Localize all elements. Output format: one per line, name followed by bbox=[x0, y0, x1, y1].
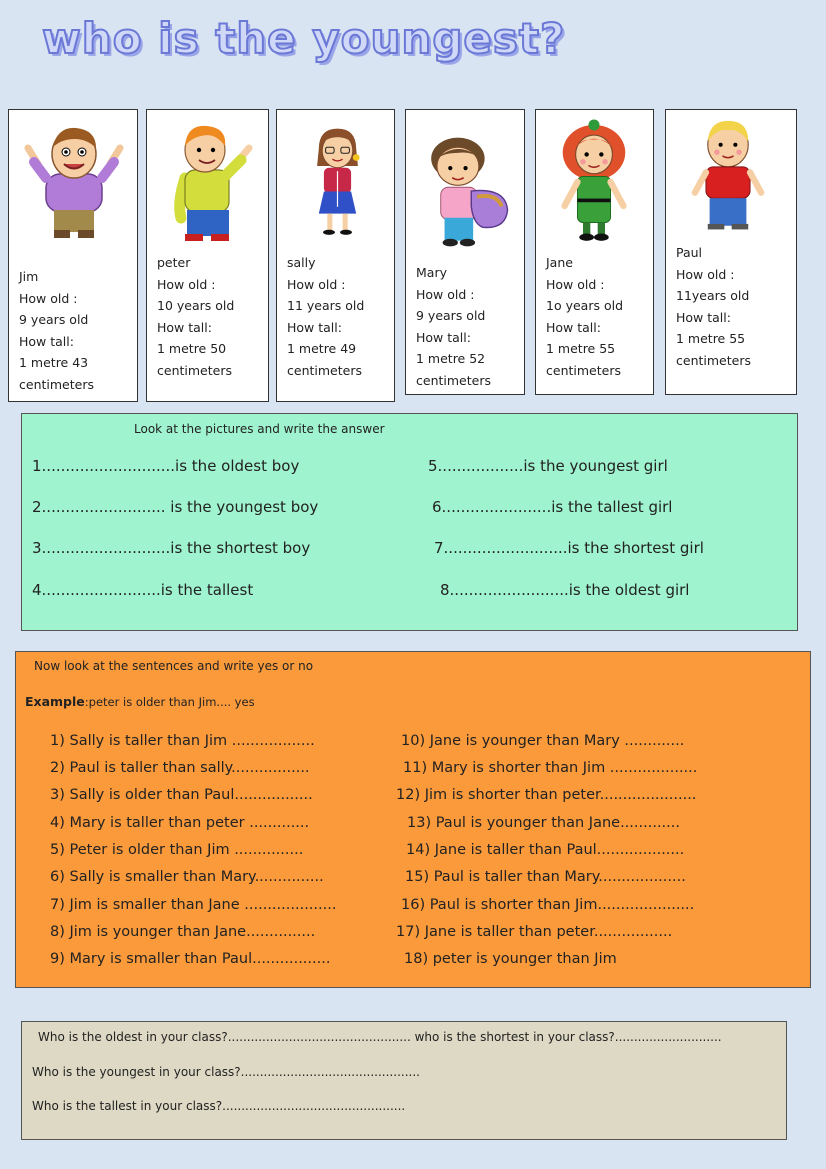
question-8[interactable]: 8.........................is the oldest girl bbox=[440, 581, 690, 599]
question-7[interactable]: 7..........................is the shortest girl bbox=[434, 539, 704, 557]
card-age: 9 years old bbox=[416, 308, 486, 323]
card-name: Paul bbox=[676, 245, 703, 260]
yes-no-exercise-panel bbox=[15, 651, 811, 988]
card-name: sally bbox=[287, 255, 316, 270]
sentence-9[interactable]: 9) Mary is smaller than Paul................. bbox=[50, 951, 331, 967]
card-unit: centimeters bbox=[676, 352, 751, 368]
card-age: 11years old bbox=[676, 288, 750, 303]
pictures-exercise-panel bbox=[21, 413, 798, 631]
class-questions-panel bbox=[21, 1021, 787, 1140]
sentence-7[interactable]: 7) Jim is smaller than Jane .................... bbox=[50, 897, 337, 913]
boy-illustration bbox=[24, 118, 124, 248]
card-age: 9 years old bbox=[19, 312, 89, 327]
card-old-label: How old : bbox=[676, 266, 735, 282]
example-text: :peter is older than Jim.... yes bbox=[84, 695, 255, 709]
sentence-11[interactable]: 11) Mary is shorter than Jim ................... bbox=[403, 760, 698, 776]
sentence-16[interactable]: 16) Paul is shorter than Jim..................... bbox=[401, 897, 695, 913]
card-unit: centimeters bbox=[287, 362, 362, 378]
question-1[interactable]: 1............................is the oldest boy bbox=[32, 457, 300, 475]
card-unit: centimeters bbox=[546, 362, 621, 378]
question-6[interactable]: 6.......................is the tallest girl bbox=[432, 498, 673, 516]
card-tall-label: How tall: bbox=[19, 333, 74, 349]
girl-illustration bbox=[414, 128, 519, 256]
exercise-instruction: Now look at the sentences and write yes or no bbox=[34, 659, 314, 673]
sentence-10[interactable]: 10) Jane is younger than Mary ............. bbox=[401, 733, 685, 749]
card-unit: centimeters bbox=[416, 372, 491, 388]
example bbox=[25, 694, 255, 709]
sentence-8[interactable]: 8) Jim is younger than Jane............... bbox=[50, 924, 316, 940]
card-old-label: How old : bbox=[416, 286, 475, 302]
sentence-18[interactable]: 18) peter is younger than Jim bbox=[404, 951, 617, 967]
card-old-label: How old : bbox=[546, 276, 605, 292]
card-old-label: How old : bbox=[19, 290, 78, 306]
card-tall-label: How tall: bbox=[676, 309, 731, 325]
card-height: 1 metre 43 bbox=[19, 355, 89, 370]
character-card-sally bbox=[276, 109, 395, 402]
class-question-1[interactable]: Who is the oldest in your class?................................................ who is the shortest in your class?............................ bbox=[38, 1030, 722, 1044]
character-card-jim bbox=[8, 109, 138, 402]
boy-illustration bbox=[682, 114, 774, 240]
question-4[interactable]: 4.........................is the tallest bbox=[32, 581, 254, 599]
card-name: peter bbox=[157, 255, 191, 270]
boy-illustration bbox=[157, 118, 257, 248]
character-card-jane bbox=[535, 109, 654, 395]
sentence-13[interactable]: 13) Paul is younger than Jane............. bbox=[407, 815, 680, 831]
sentence-4[interactable]: 4) Mary is taller than peter ............. bbox=[50, 815, 310, 831]
card-height: 1 metre 55 bbox=[676, 331, 746, 346]
character-card-mary bbox=[405, 109, 525, 395]
sentence-15[interactable]: 15) Paul is taller than Mary................... bbox=[405, 869, 686, 885]
character-card-peter bbox=[146, 109, 269, 402]
card-height: 1 metre 49 bbox=[287, 341, 357, 356]
card-age: 10 years old bbox=[157, 298, 235, 313]
girl-illustration bbox=[295, 114, 380, 252]
sentence-3[interactable]: 3) Sally is older than Paul................. bbox=[50, 787, 313, 803]
exercise-instruction: Look at the pictures and write the answer bbox=[134, 422, 385, 436]
class-question-3[interactable]: Who is the tallest in your class?................................................ bbox=[32, 1099, 406, 1113]
page-title: who is the youngest? bbox=[42, 14, 566, 63]
question-2[interactable]: 2.......................... is the youngest boy bbox=[32, 498, 319, 516]
card-tall-label: How tall: bbox=[546, 319, 601, 335]
question-5[interactable]: 5..................is the youngest girl bbox=[428, 457, 668, 475]
card-age: 11 years old bbox=[287, 298, 365, 313]
sentence-6[interactable]: 6) Sally is smaller than Mary............... bbox=[50, 869, 324, 885]
card-height: 1 metre 55 bbox=[546, 341, 616, 356]
card-unit: centimeters bbox=[157, 362, 232, 378]
card-name: Mary bbox=[416, 265, 447, 280]
card-tall-label: How tall: bbox=[287, 319, 342, 335]
question-3[interactable]: 3...........................is the shortest boy bbox=[32, 539, 311, 557]
card-name: Jane bbox=[546, 255, 573, 270]
card-height: 1 metre 50 bbox=[157, 341, 227, 356]
card-old-label: How old : bbox=[287, 276, 346, 292]
card-unit: centimeters bbox=[19, 376, 94, 392]
sentence-17[interactable]: 17) Jane is taller than peter................. bbox=[396, 924, 673, 940]
character-card-paul bbox=[665, 109, 797, 395]
card-tall-label: How tall: bbox=[157, 319, 212, 335]
girl-illustration bbox=[548, 114, 640, 250]
card-age: 1o years old bbox=[546, 298, 624, 313]
class-question-2[interactable]: Who is the youngest in your class?............................................... bbox=[32, 1065, 420, 1079]
sentence-14[interactable]: 14) Jane is taller than Paul................... bbox=[406, 842, 685, 858]
card-name: Jim bbox=[19, 269, 39, 284]
card-height: 1 metre 52 bbox=[416, 351, 486, 366]
sentence-2[interactable]: 2) Paul is taller than sally................. bbox=[50, 760, 310, 776]
card-tall-label: How tall: bbox=[416, 329, 471, 345]
example-label: Example bbox=[25, 694, 85, 709]
card-old-label: How old : bbox=[157, 276, 216, 292]
sentence-1[interactable]: 1) Sally is taller than Jim .................. bbox=[50, 733, 315, 749]
sentence-5[interactable]: 5) Peter is older than Jim ............... bbox=[50, 842, 304, 858]
sentence-12[interactable]: 12) Jim is shorter than peter..................... bbox=[396, 787, 697, 803]
